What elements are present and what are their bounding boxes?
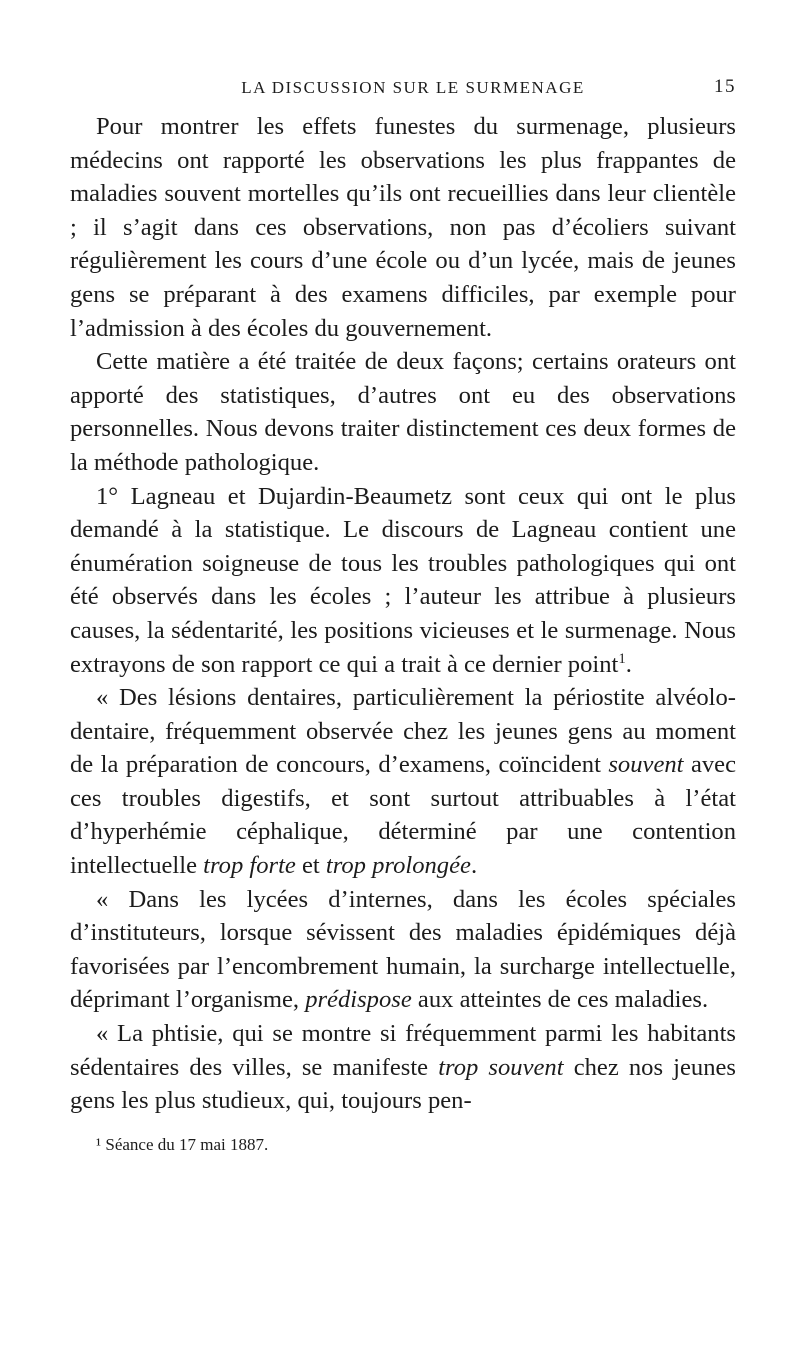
footnote <box>70 1134 736 1156</box>
paragraph-3 <box>70 480 736 682</box>
emphasis: souvent <box>608 751 684 779</box>
emphasis: trop souvent <box>438 1053 564 1081</box>
quote-text: chez nos jeunes gens les plus studieux, qui, toujours pen- <box>70 1053 736 1115</box>
paragraph-5 <box>70 883 736 1017</box>
paragraph-3-text: 1° Lagneau et Dujardin-Beaumetz sont ceux qui ont le plus demandé à la statistique. Le discours de Lagneau contient une énumération soigneuse de tous les troubles pathologiques qui ont été observés dans les écoles ; l’auteur les attribue à plusieurs causes, la sédentarité, les positions vicieuses et le surmenage. Nous extrayons de son rapport ce qui a trait à ce dernier point <box>70 482 736 678</box>
paragraph-3-end: . <box>625 650 632 678</box>
footnote-reference: 1 <box>618 650 626 667</box>
book-page <box>70 60 736 1156</box>
quote-text: « Dans les lycées d’internes, dans les écoles spéciales d’instituteurs, lorsque sévissent des maladies épidémiques déjà favorisées par l’encombrement humain, la surcharge intellectuelle, déprimant l’organisme, <box>70 885 736 1014</box>
running-head <box>70 60 736 100</box>
footnote-marker: ¹ <box>96 1134 102 1154</box>
paragraph-1: Pour montrer les effets funestes du surmenage, plusieurs médecins ont rapporté les observations les plus frappantes de maladies souvent mortelles qu’ils ont recueillies dans leur clientèle ; il s’agit dans ces observations, non pas d’écoliers suivant régulièrement les cours d’une école ou d’un lycée, mais de jeunes gens se préparant à des examens difficiles, par exemple pour l’admission à des écoles du gouvernement. <box>70 113 736 342</box>
quote-text: . <box>470 852 478 880</box>
paragraph-2: Cette matière a été traitée de deux façons; certains orateurs ont apporté des statistiques, d’autres ont eu des observations personnelles. Nous devons traiter distinctement ces deux formes de la méthode pathologique. <box>70 348 736 476</box>
quote-text: et <box>295 852 326 880</box>
quote-text: « La phtisie, qui se montre si fréquemment parmi les habitants sédentaires des villes, se manifeste <box>70 1020 736 1081</box>
paragraph-4 <box>70 681 736 883</box>
quote-text: avec ces troubles digestifs, et sont surtout attribuables à l’état d’hyperhémie céphalique, déterminé par une contention intellectuelle <box>70 751 736 880</box>
emphasis: prédispose <box>305 986 412 1014</box>
quote-text: aux atteintes de ces maladies. <box>411 986 709 1014</box>
emphasis: trop prolongée <box>325 852 471 880</box>
paragraph-6 <box>70 1017 736 1118</box>
quote-text: « Des lésions dentaires, particulièrement la périostite alvéolo-dentaire, fréquemment observée chez les jeunes gens au moment de la préparation de concours, d’examens, coïncident <box>70 684 736 779</box>
emphasis: trop forte <box>203 852 296 880</box>
body-text <box>70 110 736 1118</box>
footnote-text: Séance du 17 mai 1887. <box>105 1134 269 1154</box>
page-number: 15 <box>714 76 736 97</box>
running-title: LA DISCUSSION SUR LE SURMENAGE <box>241 78 585 97</box>
